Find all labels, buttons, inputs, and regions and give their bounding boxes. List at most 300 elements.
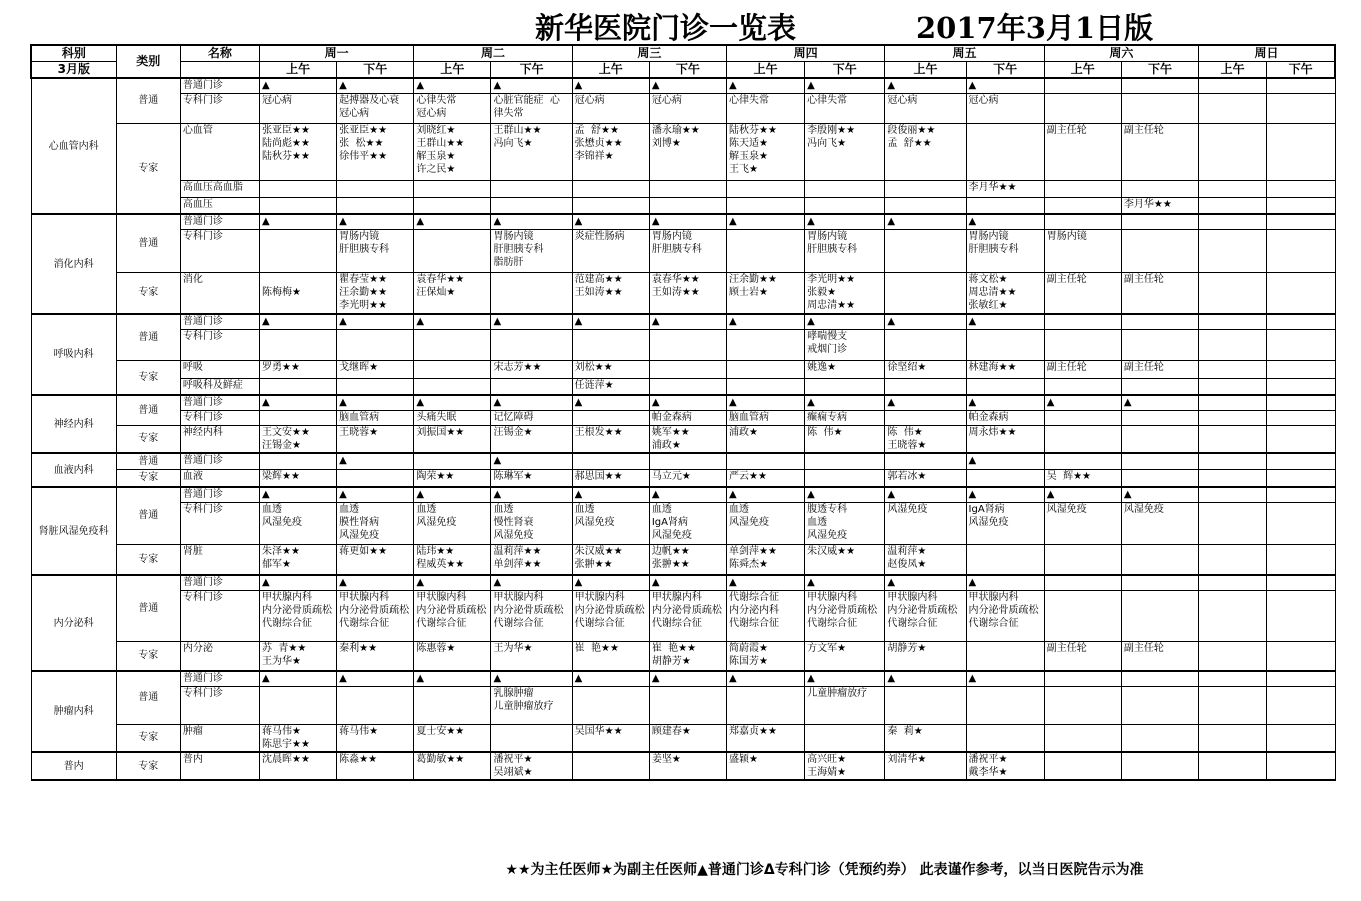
schedule-cell (1199, 453, 1267, 469)
schedule-cell (1044, 671, 1121, 686)
schedule-cell (572, 180, 649, 197)
category-label: 专家 (116, 724, 180, 752)
schedule-cell: ▲ (805, 487, 885, 502)
schedule-cell (1199, 590, 1267, 641)
schedule-cell: 戈继晖★ (337, 360, 414, 378)
schedule-cell (1199, 123, 1267, 180)
schedule-cell (260, 229, 337, 272)
schedule-cell: 陈 伟★ (805, 425, 885, 453)
schedule-cell: ▲ (727, 575, 805, 590)
schedule-cell: ▲ (885, 487, 966, 502)
schedule-cell: 头痛失眠 (414, 410, 491, 425)
schedule-cell (1199, 214, 1267, 229)
clinic-name: 内分泌 (180, 641, 259, 671)
schedule-cell (1121, 180, 1198, 197)
schedule-cell (1121, 686, 1198, 724)
schedule-cell: 宋志芳★★ (491, 360, 572, 378)
category-label: 专家 (116, 752, 180, 780)
schedule-row (31, 378, 1335, 395)
clinic-name: 专科门诊 (180, 410, 259, 425)
schedule-cell: 单剑萍★★ 陈舜杰★ (727, 544, 805, 575)
clinic-name: 专科门诊 (180, 502, 259, 544)
schedule-cell: 副主任轮 (1121, 641, 1198, 671)
schedule-cell (1199, 329, 1267, 360)
schedule-cell: 温莉萍★ 赵俊凤★ (885, 544, 966, 575)
schedule-cell: 梁辉★★ (260, 469, 337, 487)
schedule-cell: ▲ (966, 395, 1044, 410)
schedule-cell (649, 197, 726, 214)
schedule-cell (491, 378, 572, 395)
schedule-cell: 潘祝平★ 吴翊斌★ (491, 752, 572, 780)
schedule-cell (1199, 180, 1267, 197)
schedule-cell: 陈淼★★ (337, 752, 414, 780)
schedule-cell (572, 197, 649, 214)
schedule-cell (414, 686, 491, 724)
schedule-cell (1267, 575, 1335, 590)
schedule-cell: 汪余勤★★ 顾士岩★ (727, 272, 805, 314)
clinic-name: 普内 (180, 752, 259, 780)
schedule-cell (1267, 197, 1335, 214)
schedule-cell: ▲ (260, 214, 337, 229)
schedule-cell (885, 229, 966, 272)
schedule-cell: ▲ (966, 453, 1044, 469)
schedule-cell (885, 378, 966, 395)
schedule-cell: 王群山★★ 冯向飞★ (491, 123, 572, 180)
schedule-cell: ▲ (572, 214, 649, 229)
schedule-cell: ▲ (572, 575, 649, 590)
schedule-cell (260, 378, 337, 395)
category-label: 普通 (116, 575, 180, 641)
schedule-cell (1121, 214, 1198, 229)
schedule-cell: 甲状腺内科 内分泌骨质疏松 代谢综合征 (337, 590, 414, 641)
schedule-cell: 胃肠内镜 肝胆胰专科 (805, 229, 885, 272)
header-day-sun: 周日 (1199, 45, 1335, 62)
schedule-cell: 冠心病 (966, 93, 1044, 123)
schedule-cell (260, 686, 337, 724)
schedule-cell (337, 469, 414, 487)
category-label: 专家 (116, 123, 180, 214)
schedule-cell: ▲ (649, 575, 726, 590)
clinic-name: 普通门诊 (180, 395, 259, 410)
schedule-cell: 记忆障碍 (491, 410, 572, 425)
schedule-cell (1199, 197, 1267, 214)
schedule-cell: 夏士安★★ (414, 724, 491, 752)
schedule-cell: 副主任轮 (1044, 641, 1121, 671)
clinic-name: 专科门诊 (180, 229, 259, 272)
schedule-cell: ▲ (1121, 395, 1198, 410)
header-day-wed: 周三 (572, 45, 726, 62)
schedule-cell: ▲ (491, 395, 572, 410)
schedule-cell: 血透 慢性肾衰 风湿免疫 (491, 502, 572, 544)
schedule-cell: 蒋更如★★ (337, 544, 414, 575)
schedule-cell: ▲ (260, 575, 337, 590)
schedule-cell (1199, 502, 1267, 544)
clinic-name: 心血管 (180, 123, 259, 180)
schedule-cell (414, 229, 491, 272)
schedule-cell (1121, 378, 1198, 395)
schedule-cell (805, 378, 885, 395)
header-am: 上午 (885, 62, 966, 79)
schedule-cell (414, 197, 491, 214)
header-pm: 下午 (966, 62, 1044, 79)
schedule-cell: ▲ (414, 395, 491, 410)
schedule-cell (1044, 314, 1121, 329)
category-label: 普通 (116, 78, 180, 123)
schedule-row (31, 425, 1335, 453)
schedule-cell (1121, 724, 1198, 752)
schedule-cell: ▲ (805, 214, 885, 229)
schedule-cell (885, 410, 966, 425)
schedule-cell: 血透 风湿免疫 (572, 502, 649, 544)
schedule-cell (1267, 425, 1335, 453)
schedule-cell (1267, 502, 1335, 544)
schedule-cell (1121, 544, 1198, 575)
schedule-cell (1044, 78, 1121, 93)
schedule-cell: ▲ (260, 671, 337, 686)
page-version: 2017年3月1日版 (916, 11, 1154, 45)
schedule-cell: ▲ (727, 214, 805, 229)
schedule-body (31, 78, 1335, 780)
schedule-cell: ▲ (414, 671, 491, 686)
schedule-cell (1121, 425, 1198, 453)
schedule-cell: 甲状腺内科 内分泌骨质疏松 代谢综合征 (805, 590, 885, 641)
schedule-cell (1199, 724, 1267, 752)
schedule-cell: 胃肠内镜 肝胆胰专科 脂肪肝 (491, 229, 572, 272)
schedule-cell: 朱汉威★★ (805, 544, 885, 575)
schedule-cell: 血透 风湿免疫 (260, 502, 337, 544)
schedule-cell (1267, 724, 1335, 752)
category-label: 专家 (116, 425, 180, 453)
category-label: 普通 (116, 671, 180, 724)
schedule-cell (1044, 686, 1121, 724)
schedule-cell: 潘永瑜★★ 刘博★ (649, 123, 726, 180)
schedule-cell: 顾建春★ (649, 724, 726, 752)
schedule-cell: 汪锡金★ (491, 425, 572, 453)
schedule-cell (966, 123, 1044, 180)
department-label: 呼吸内科 (31, 314, 116, 395)
schedule-cell: ▲ (885, 214, 966, 229)
schedule-cell: 甲状腺内科 内分泌骨质疏松 代谢综合征 (649, 590, 726, 641)
schedule-cell: 冠心病 (260, 93, 337, 123)
schedule-cell: ▲ (491, 487, 572, 502)
schedule-cell: ▲ (727, 395, 805, 410)
schedule-cell (1199, 410, 1267, 425)
schedule-cell: ▲ (337, 575, 414, 590)
schedule-cell: 姜坚★ (649, 752, 726, 780)
schedule-cell: 崔 艳★★ 胡静芳★ (649, 641, 726, 671)
schedule-cell (1044, 453, 1121, 469)
schedule-cell: ▲ (649, 314, 726, 329)
schedule-cell: ▲ (572, 314, 649, 329)
schedule-cell (1199, 641, 1267, 671)
header-am: 上午 (1199, 62, 1267, 79)
schedule-cell (805, 724, 885, 752)
clinic-name: 专科门诊 (180, 590, 259, 641)
schedule-cell: ▲ (649, 395, 726, 410)
schedule-cell: 腹透专科 血透 风湿免疫 (805, 502, 885, 544)
schedule-cell: 陈 伟★ 王晓蓉★ (885, 425, 966, 453)
schedule-cell (1044, 425, 1121, 453)
schedule-cell (1267, 229, 1335, 272)
page-title: 新华医院门诊一览表 (535, 11, 797, 45)
schedule-cell (1199, 487, 1267, 502)
schedule-cell: ▲ (1121, 487, 1198, 502)
schedule-cell: IgA肾病 风湿免疫 (966, 502, 1044, 544)
header-pm: 下午 (1267, 62, 1335, 79)
schedule-cell: 刘松★★ (572, 360, 649, 378)
schedule-cell: 姚逸★ (805, 360, 885, 378)
schedule-cell (727, 360, 805, 378)
schedule-row (31, 272, 1335, 314)
schedule-cell: ▲ (414, 487, 491, 502)
schedule-cell: 胃肠内镜 (1044, 229, 1121, 272)
schedule-cell: 陈惠蓉★ (414, 641, 491, 671)
clinic-name: 呼吸科及鲜症 (180, 378, 259, 395)
schedule-cell (649, 360, 726, 378)
schedule-cell (885, 197, 966, 214)
schedule-cell (1267, 641, 1335, 671)
schedule-cell: ▲ (805, 671, 885, 686)
schedule-cell: 葛勤敏★★ (414, 752, 491, 780)
schedule-row (31, 123, 1335, 180)
header-day-thu: 周四 (727, 45, 885, 62)
schedule-cell (414, 180, 491, 197)
schedule-cell (966, 197, 1044, 214)
schedule-cell: 陶荣★★ (414, 469, 491, 487)
schedule-cell: 陆玮★★ 程威英★★ (414, 544, 491, 575)
schedule-cell (337, 378, 414, 395)
schedule-row (31, 329, 1335, 360)
header-name: 名称 (180, 45, 259, 62)
schedule-cell (1044, 752, 1121, 780)
schedule-cell (1267, 93, 1335, 123)
schedule-cell: ▲ (491, 214, 572, 229)
schedule-cell (1121, 469, 1198, 487)
schedule-cell (966, 724, 1044, 752)
schedule-cell: 儿童肿瘤放疗 (805, 686, 885, 724)
schedule-cell (1267, 671, 1335, 686)
category-label: 普通 (116, 395, 180, 425)
schedule-cell: 副主任轮 (1121, 360, 1198, 378)
schedule-row (31, 575, 1335, 590)
header-am: 上午 (414, 62, 491, 79)
schedule-cell: ▲ (885, 314, 966, 329)
schedule-cell: ▲ (337, 671, 414, 686)
header-pm: 下午 (649, 62, 726, 79)
schedule-cell: 陈梅梅★ (260, 272, 337, 314)
schedule-cell: 严云★★ (727, 469, 805, 487)
schedule-cell (1044, 214, 1121, 229)
schedule-cell (1267, 686, 1335, 724)
schedule-cell (260, 180, 337, 197)
header-am: 上午 (572, 62, 649, 79)
schedule-cell: 李殷刚★★ 冯向飞★ (805, 123, 885, 180)
schedule-cell: 蒋马伟★ 陈思宇★★ (260, 724, 337, 752)
schedule-cell (1044, 590, 1121, 641)
schedule-cell: 刘振国★★ (414, 425, 491, 453)
schedule-cell: ▲ (337, 395, 414, 410)
schedule-cell (727, 378, 805, 395)
schedule-cell: ▲ (491, 575, 572, 590)
schedule-cell: 郑嘉贞★★ (727, 724, 805, 752)
clinic-name: 消化 (180, 272, 259, 314)
schedule-cell: ▲ (805, 314, 885, 329)
schedule-cell: ▲ (885, 575, 966, 590)
schedule-cell: 血透 风湿免疫 (414, 502, 491, 544)
schedule-cell (885, 686, 966, 724)
schedule-cell (572, 752, 649, 780)
schedule-cell (649, 378, 726, 395)
schedule-cell (1199, 272, 1267, 314)
schedule-cell: ▲ (572, 395, 649, 410)
schedule-cell: 帕金森病 (966, 410, 1044, 425)
schedule-cell: 高兴旺★ 王海婧★ (805, 752, 885, 780)
schedule-cell (1199, 360, 1267, 378)
schedule-cell: 风湿免疫 (885, 502, 966, 544)
schedule-cell (1044, 329, 1121, 360)
schedule-cell: 李月华★★ (1121, 197, 1198, 214)
schedule-cell: 陆秋芬★★ 陈天适★ 解玉泉★ 王飞★ (727, 123, 805, 180)
schedule-cell (1121, 590, 1198, 641)
schedule-cell: ▲ (649, 78, 726, 93)
schedule-cell: 陈琳军★ (491, 469, 572, 487)
header-am: 上午 (260, 62, 337, 79)
schedule-cell (1199, 686, 1267, 724)
schedule-cell (1267, 329, 1335, 360)
clinic-name: 呼吸 (180, 360, 259, 378)
schedule-cell (727, 197, 805, 214)
schedule-cell (572, 453, 649, 469)
schedule-row (31, 197, 1335, 214)
schedule-cell: 边帆★★ 张翀★★ (649, 544, 726, 575)
schedule-cell: 李月华★★ (966, 180, 1044, 197)
department-label: 血液内科 (31, 453, 116, 487)
schedule-cell (966, 544, 1044, 575)
schedule-cell: 胃肠内镜 肝胆胰专科 (649, 229, 726, 272)
schedule-cell: ▲ (337, 78, 414, 93)
header-dept: 科别 (31, 45, 116, 62)
header-day-tue: 周二 (414, 45, 572, 62)
schedule-cell (1267, 395, 1335, 410)
schedule-cell (1121, 78, 1198, 93)
schedule-cell: ▲ (727, 487, 805, 502)
category-label: 普通 (116, 487, 180, 544)
clinic-name: 专科门诊 (180, 93, 259, 123)
schedule-cell (1044, 180, 1121, 197)
schedule-cell: ▲ (649, 214, 726, 229)
schedule-row (31, 641, 1335, 671)
schedule-cell (649, 329, 726, 360)
schedule-cell: 冠心病 (649, 93, 726, 123)
schedule-cell: 任涟萍★ (572, 378, 649, 395)
schedule-cell: 秦 莉★ (885, 724, 966, 752)
schedule-cell (1267, 123, 1335, 180)
schedule-cell: 张亚臣★★ 陆尚彪★★ 陆秋芬★★ (260, 123, 337, 180)
category-label: 专家 (116, 641, 180, 671)
schedule-cell: 心律失常 (805, 93, 885, 123)
header-am: 上午 (727, 62, 805, 79)
schedule-cell: ▲ (727, 78, 805, 93)
schedule-cell (491, 197, 572, 214)
schedule-cell: 副主任轮 (1044, 360, 1121, 378)
schedule-cell: ▲ (572, 487, 649, 502)
header-category: 类别 (116, 45, 180, 78)
schedule-cell: 袁春华★★ 汪保灿★ (414, 272, 491, 314)
schedule-cell (1121, 410, 1198, 425)
schedule-row (31, 752, 1335, 780)
schedule-cell: 王文安★★ 汪锡金★ (260, 425, 337, 453)
schedule-cell: 副主任轮 (1121, 123, 1198, 180)
schedule-row (31, 671, 1335, 686)
schedule-cell (966, 329, 1044, 360)
schedule-table (30, 44, 1336, 781)
schedule-cell: 起搏器及心衰 冠心病 (337, 93, 414, 123)
category-label: 普通 (116, 214, 180, 272)
schedule-cell: 血透 膜性肾病 风湿免疫 (337, 502, 414, 544)
department-label: 神经内科 (31, 395, 116, 453)
schedule-row (31, 590, 1335, 641)
schedule-cell (966, 641, 1044, 671)
schedule-cell: 甲状腺内科 内分泌骨质疏松 代谢综合征 (414, 590, 491, 641)
schedule-cell (1267, 410, 1335, 425)
schedule-cell (337, 180, 414, 197)
schedule-cell: ▲ (260, 78, 337, 93)
schedule-cell: 孟 舒★★ 张懋贞★★ 李锦祥★ (572, 123, 649, 180)
department-label: 肾脏风湿免疫科 (31, 487, 116, 575)
header-row-sessions (31, 62, 1335, 79)
schedule-cell (337, 329, 414, 360)
schedule-cell: 脑血管病 (337, 410, 414, 425)
schedule-cell: 副主任轮 (1044, 272, 1121, 314)
schedule-cell: ▲ (966, 314, 1044, 329)
schedule-cell (1044, 378, 1121, 395)
schedule-cell: ▲ (966, 487, 1044, 502)
schedule-cell: ▲ (885, 78, 966, 93)
schedule-cell (260, 197, 337, 214)
schedule-cell (1199, 469, 1267, 487)
header-name-blank (180, 62, 259, 79)
schedule-cell (1199, 671, 1267, 686)
schedule-cell: ▲ (414, 314, 491, 329)
schedule-cell (572, 329, 649, 360)
schedule-cell: 心律失常 冠心病 (414, 93, 491, 123)
schedule-row (31, 502, 1335, 544)
schedule-cell: ▲ (727, 314, 805, 329)
schedule-cell: 潘祝平★ 戴李华★ (966, 752, 1044, 780)
schedule-cell (1044, 575, 1121, 590)
category-label: 专家 (116, 360, 180, 395)
clinic-name: 专科门诊 (180, 329, 259, 360)
clinic-name: 普通门诊 (180, 671, 259, 686)
schedule-cell (491, 329, 572, 360)
schedule-cell: 心脏官能症 心 律失常 (491, 93, 572, 123)
schedule-cell (727, 329, 805, 360)
schedule-cell: 王晓蓉★ (337, 425, 414, 453)
schedule-cell (260, 410, 337, 425)
schedule-cell (491, 724, 572, 752)
schedule-cell (491, 272, 572, 314)
schedule-cell: ▲ (337, 314, 414, 329)
schedule-cell: 胡静芳★ (885, 641, 966, 671)
header-am: 上午 (1044, 62, 1121, 79)
schedule-cell (885, 272, 966, 314)
department-label: 肿瘤内科 (31, 671, 116, 752)
schedule-cell: 冠心病 (885, 93, 966, 123)
schedule-cell (1267, 180, 1335, 197)
schedule-cell: ▲ (572, 78, 649, 93)
schedule-cell (414, 329, 491, 360)
schedule-cell (1199, 752, 1267, 780)
